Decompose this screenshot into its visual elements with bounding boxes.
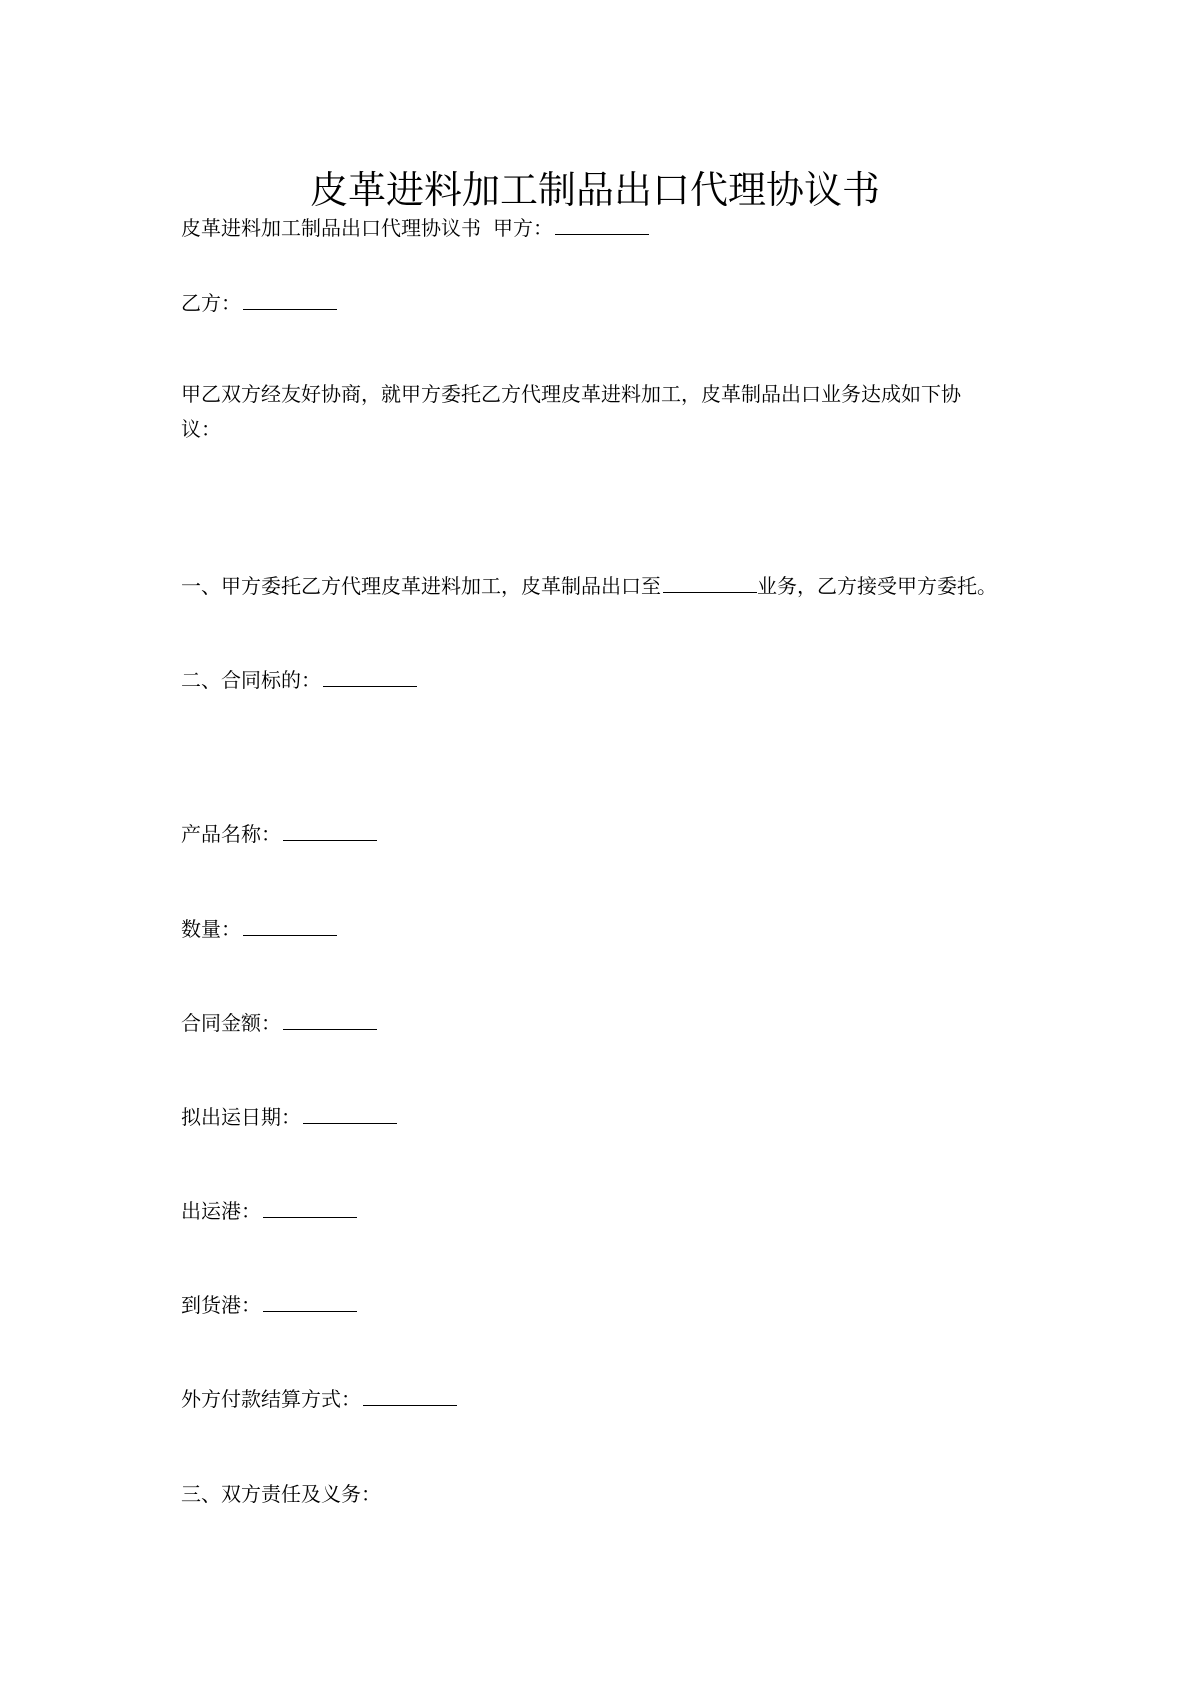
contract-amount-blank	[283, 1028, 377, 1030]
field-shipment-date	[181, 1099, 1031, 1135]
header-line	[181, 210, 1031, 246]
clause-2	[181, 662, 1031, 698]
party-b-label: 乙方：	[181, 291, 241, 315]
clause-1-before: 一、甲方委托乙方代理皮革进料加工，皮革制品出口至	[181, 574, 661, 598]
clause-1	[181, 568, 1031, 604]
port-of-loading-label: 出运港：	[181, 1199, 261, 1223]
document-title: 皮革进料加工制品出口代理协议书	[309, 168, 880, 212]
doc-name-text: 皮革进料加工制品出口代理协议书	[181, 216, 481, 240]
preamble-text-1: 甲乙双方经友好协商，就甲方委托乙方代理皮革进料加工，皮革制品出口业务达成如下协	[181, 382, 961, 406]
port-of-loading-blank	[263, 1216, 357, 1218]
product-name-blank	[283, 839, 377, 841]
shipment-date-blank	[303, 1122, 397, 1124]
clause-3	[181, 1476, 1031, 1512]
preamble-line-1	[181, 376, 1031, 412]
contract-subject-blank	[323, 685, 417, 687]
shipment-date-label: 拟出运日期：	[181, 1105, 301, 1129]
payment-method-label: 外方付款结算方式：	[181, 1387, 361, 1411]
party-b-blank	[243, 308, 337, 310]
quantity-blank	[243, 934, 337, 936]
field-quantity	[181, 911, 1031, 947]
port-of-destination-label: 到货港：	[181, 1293, 261, 1317]
payment-method-blank	[363, 1404, 457, 1406]
field-product-name	[181, 816, 1031, 852]
field-payment-method	[181, 1381, 1031, 1417]
field-port-of-loading	[181, 1193, 1031, 1229]
destination-blank	[663, 591, 757, 593]
quantity-label: 数量：	[181, 917, 241, 941]
clause-3-label: 三、双方责任及义务：	[181, 1482, 381, 1506]
preamble-line-2	[181, 411, 1031, 447]
field-contract-amount	[181, 1005, 1031, 1041]
clause-2-label: 二、合同标的：	[181, 668, 321, 692]
product-name-label: 产品名称：	[181, 822, 281, 846]
party-a-blank	[555, 233, 649, 235]
clause-1-after: 业务，乙方接受甲方委托。	[757, 574, 997, 598]
port-of-destination-blank	[263, 1310, 357, 1312]
field-port-of-destination	[181, 1287, 1031, 1323]
party-b-line	[181, 285, 1031, 321]
party-a-label: 甲方：	[493, 216, 553, 240]
contract-amount-label: 合同金额：	[181, 1011, 281, 1035]
preamble-text-2: 议：	[181, 417, 221, 441]
